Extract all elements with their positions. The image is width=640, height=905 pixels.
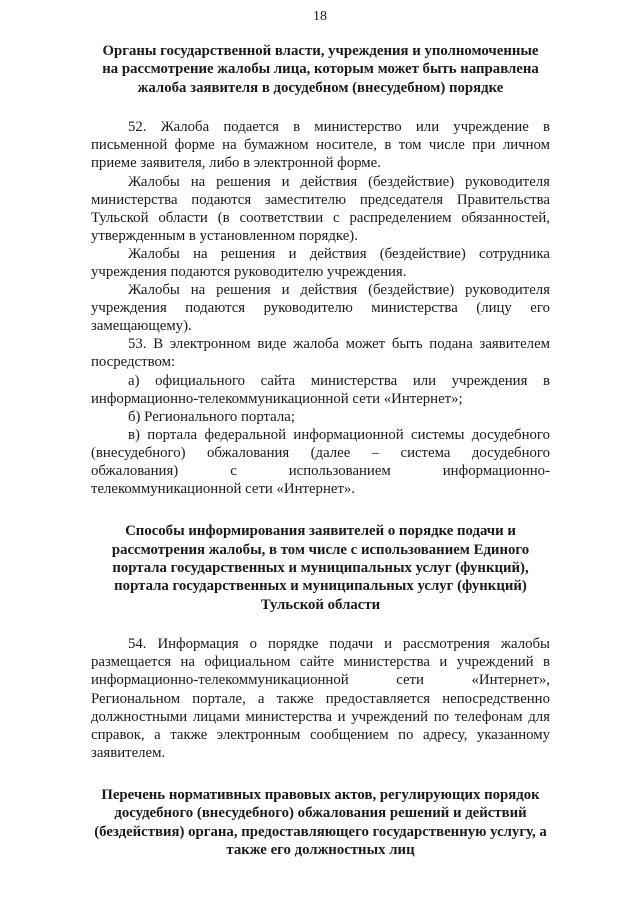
heading-line: рассмотрения жалобы, в том числе с использованием Единого bbox=[111, 541, 530, 558]
page-content bbox=[91, 42, 550, 860]
word: «Интернет», bbox=[471, 672, 550, 689]
text-line: Жалобы на решения и действия (бездействие) руководителя bbox=[128, 173, 550, 190]
heading-line: жалоба заявителя в досудебном (внесудебном) порядке bbox=[137, 79, 504, 96]
word: министерства bbox=[371, 300, 458, 317]
word: с bbox=[230, 463, 237, 479]
text-line: б) Регионального портала; bbox=[128, 408, 295, 425]
text-line: информационно-телекоммуникационной сети «Интернет»; bbox=[91, 390, 463, 407]
text-line: а) официального сайта министерства или учреждения в bbox=[128, 372, 550, 389]
section-heading-informing-methods bbox=[91, 522, 550, 614]
heading-line: портала государственных и муниципальных услуг (функций) bbox=[114, 578, 527, 595]
paragraph-institution-head-complaints bbox=[91, 281, 550, 335]
text-line: Жалобы на решения и действия (бездействие) сотрудника bbox=[128, 245, 550, 262]
word: информационно-телекоммуникационной bbox=[91, 672, 349, 689]
paragraph-minister-complaints bbox=[91, 173, 550, 245]
heading-line: досудебного (внесудебного) обжалования решений и действий bbox=[114, 805, 527, 822]
paragraph-53b bbox=[91, 408, 550, 426]
word: (лицу bbox=[476, 300, 512, 317]
text-line: справок, а также электронным сообщением по адресу, указанному bbox=[91, 726, 550, 743]
word: (далее bbox=[310, 444, 351, 461]
text-line: министерства подаются заместителю председателя Правительства bbox=[91, 191, 550, 208]
word: учреждения bbox=[91, 300, 167, 317]
text-line-spread bbox=[91, 671, 550, 689]
paragraph-53 bbox=[91, 335, 550, 371]
text-line-spread bbox=[91, 444, 550, 462]
text-line: должностными лицами министерства и учреждений по телефонам для bbox=[91, 708, 550, 725]
word: руководителю bbox=[263, 300, 353, 317]
word: обжалования bbox=[206, 444, 290, 461]
heading-line: Способы информирования заявителей о порядке подачи и bbox=[125, 523, 516, 540]
word: сети bbox=[396, 672, 424, 689]
text-line: учреждения подаются руководителю учреждения. bbox=[91, 263, 407, 280]
word: система bbox=[400, 444, 451, 461]
text-line: заявителем. bbox=[91, 744, 166, 761]
word: досудебного bbox=[471, 444, 550, 461]
heading-line: также его должностных лиц bbox=[226, 842, 415, 859]
paragraph-53c bbox=[91, 426, 550, 498]
section-heading-complaint-bodies bbox=[91, 42, 550, 97]
section-body-informing-methods bbox=[91, 635, 550, 762]
text-line: 53. В электронном виде жалоба может быть подана заявителем bbox=[128, 336, 550, 353]
word: использованием bbox=[288, 463, 391, 479]
word: подаются bbox=[185, 300, 246, 317]
page-number: 18 bbox=[313, 9, 327, 24]
text-line: 52. Жалоба подается в министерство или учреждение в bbox=[128, 119, 550, 136]
heading-line: Перечень нормативных правовых актов, регулирующих порядок bbox=[101, 786, 540, 803]
paragraph-52 bbox=[91, 118, 550, 172]
text-line: посредством: bbox=[91, 354, 176, 371]
heading-line: Органы государственной власти, учреждения и уполномоченные bbox=[102, 43, 539, 59]
text-line: замещающему). bbox=[91, 318, 192, 335]
text-line: Региональном портале, а также предоставляется непосредственно bbox=[91, 690, 550, 707]
section-heading-regulatory-acts bbox=[91, 786, 550, 860]
text-line: утвержденным в установленном порядке). bbox=[91, 227, 358, 244]
text-line: Тульской области (в соответствии с распределением обязанностей, bbox=[91, 209, 550, 226]
section-body-complaint-bodies bbox=[91, 118, 550, 498]
paragraph-employee-complaints bbox=[91, 245, 550, 281]
text-line: Жалобы на решения и действия (бездействие) руководителя bbox=[128, 282, 550, 299]
word: – bbox=[371, 444, 380, 461]
paragraph-54 bbox=[91, 635, 550, 762]
heading-line: (бездействия) органа, предоставляющего государственную услугу, а bbox=[94, 823, 547, 840]
word: его bbox=[530, 300, 550, 317]
paragraph-53a bbox=[91, 372, 550, 408]
text-line: приеме заявителя, либо в электронной форме. bbox=[91, 155, 381, 172]
text-line: письменной форме на бумажном носителе, в том числе при личном bbox=[91, 137, 550, 154]
heading-line: портала государственных и муниципальных услуг (функций), bbox=[112, 560, 529, 576]
word: обжалования) bbox=[91, 463, 179, 479]
word: информационно- bbox=[442, 463, 550, 479]
heading-line: на рассмотрение жалобы лица, которым может быть направлена bbox=[102, 61, 539, 78]
text-line: размещается на официальном сайте министерства и учреждений в bbox=[91, 654, 550, 671]
heading-line: Тульской области bbox=[260, 596, 381, 613]
text-line-spread bbox=[91, 299, 550, 317]
text-line: в) портала федеральной информационной системы досудебного bbox=[128, 426, 550, 443]
word: (внесудебного) bbox=[91, 444, 186, 461]
text-line-spread bbox=[91, 462, 550, 480]
text-line: 54. Информация о порядке подачи и рассмотрения жалобы bbox=[128, 636, 550, 653]
text-line: телекоммуникационной сети «Интернет». bbox=[91, 481, 356, 498]
